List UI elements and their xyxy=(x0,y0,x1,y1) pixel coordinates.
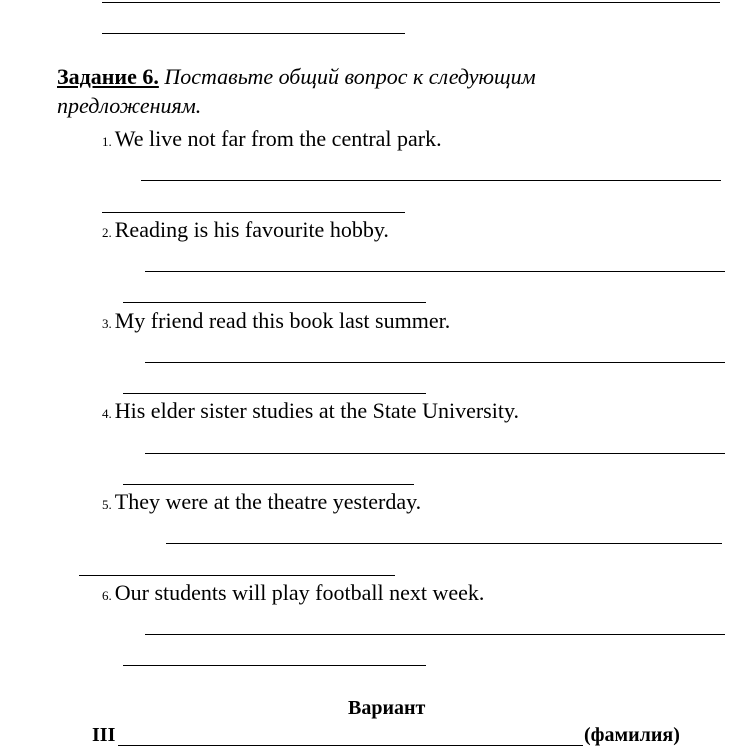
item-number: 2. xyxy=(102,225,112,240)
list-item xyxy=(102,126,442,155)
variant-label: Вариант xyxy=(348,697,426,719)
item-sentence: Our students will play football next week. xyxy=(114,580,485,605)
answer-line[interactable] xyxy=(123,484,414,485)
answer-line[interactable] xyxy=(145,271,725,272)
answer-line[interactable] xyxy=(141,180,721,181)
surname-label: (фамилия) xyxy=(584,724,680,746)
answer-line[interactable] xyxy=(102,212,405,213)
item-number: 4. xyxy=(102,406,112,421)
answer-line[interactable] xyxy=(123,302,426,303)
item-sentence: We live not far from the central park. xyxy=(114,126,442,151)
answer-line[interactable] xyxy=(145,634,725,635)
item-sentence: They were at the theatre yesterday. xyxy=(114,489,422,514)
list-item xyxy=(102,489,421,518)
answer-line[interactable] xyxy=(102,2,720,3)
item-sentence: Reading is his favourite hobby. xyxy=(114,217,389,242)
list-item xyxy=(102,398,519,427)
item-number: 5. xyxy=(102,497,112,512)
list-item xyxy=(102,308,450,337)
answer-line[interactable] xyxy=(123,393,426,394)
item-sentence: His elder sister studies at the State University. xyxy=(114,398,520,423)
task-heading xyxy=(57,62,657,120)
surname-field-line[interactable] xyxy=(118,745,583,746)
list-item xyxy=(102,580,484,609)
answer-line[interactable] xyxy=(79,575,395,576)
answer-line[interactable] xyxy=(145,453,725,454)
task-label: Задание 6. xyxy=(57,64,159,89)
answer-line[interactable] xyxy=(145,362,725,363)
variant-number: III xyxy=(92,724,116,746)
item-number: 6. xyxy=(102,588,112,603)
item-number: 3. xyxy=(102,316,112,331)
answer-line[interactable] xyxy=(102,33,405,34)
list-item xyxy=(102,217,389,246)
item-sentence: My friend read this book last summer. xyxy=(114,308,451,333)
task-instruction: Поставьте общий вопрос к следующим предложениям. xyxy=(57,64,536,118)
answer-line[interactable] xyxy=(123,665,426,666)
item-number: 1. xyxy=(102,134,112,149)
answer-line[interactable] xyxy=(166,543,722,544)
